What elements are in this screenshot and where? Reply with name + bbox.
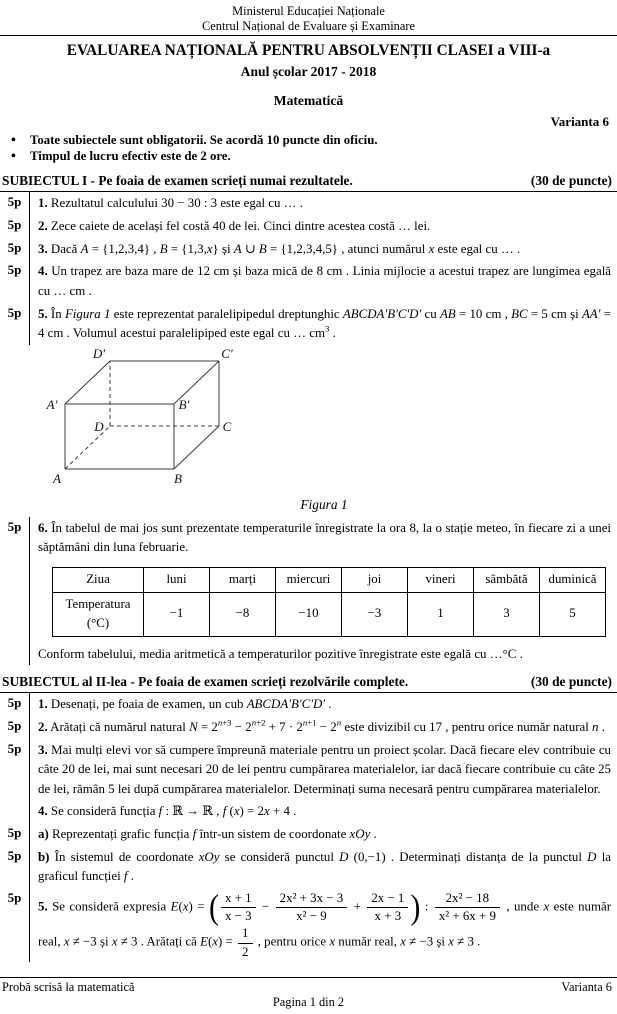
vertex-label-B: B [174,470,182,486]
question-row [0,303,617,345]
points-label: 5p [0,846,30,888]
vertex-label-C: C [222,418,232,434]
question-row [0,846,617,888]
points-label: 5p [0,739,30,801]
exam-title: EVALUAREA NAȚIONALĂ PENTRU ABSOLVENȚII CLASEI a VIII-a [66,42,551,60]
exam-notes [0,133,617,164]
fraction: $\frac{1}{2}$ [238,926,252,959]
footer-left: Probă scrisă la matematică [2,980,135,994]
section1-questions [0,191,617,665]
points-label: 5p [0,260,30,302]
vertex-label-D-prime: D' [92,346,106,361]
table-header-row [53,567,606,592]
question-row [0,238,617,261]
ministry-line: Ministerul Educației Naționale [232,4,385,18]
footer-variant: Varianta 6 [561,980,612,994]
fraction: $\frac{x + 1}{x - 3}$ [221,891,256,924]
question-row [0,260,617,302]
question-row [0,888,617,962]
points-label: 5p [0,716,30,739]
question-text: 6. În tabelul de mai jos sunt prezentate temperaturile înregistrate la ora 8, la o stație meteo, în fiecare zi a unei săptămâni din luna februarie. [38,520,611,555]
header-cell: miercuri [276,567,342,592]
center-line: Centrul Național de Evaluare și Examinare [202,18,415,33]
value-cell: −10 [276,592,342,636]
points-label: 5p [0,693,30,716]
parallelepiped-figure [37,347,247,487]
question-text: 2. Zece caiete de același fel costă 40 de lei. Cinci dintre acestea costă … lei. [38,219,431,234]
school-year: Anul școlar 2017 - 2018 [240,64,377,80]
vertex-label-A: A [53,470,61,486]
question-row [0,823,617,846]
header-cell: luni [144,567,210,592]
section2-questions [0,692,617,961]
question-row [0,215,617,238]
points-label-empty [0,559,30,643]
points-label: 5p [0,303,30,345]
header-cell: duminică [540,567,606,592]
row-label-line1: Temperatura [65,596,131,611]
note-item: • Toate subiectele sunt obligatorii. Se acordă 10 puncte din oficiu. [0,133,617,149]
section2-points: (30 de puncte) [530,674,612,690]
value-cell: −1 [144,592,210,636]
question-text: 1. Desenați, pe foaia de examen, un cub ABCDA'B'C'D' . [38,697,332,712]
figure-block [29,345,617,517]
vertex-label-B-prime: B' [178,396,190,412]
table-block [30,559,617,643]
points-label: 5p [0,823,30,846]
header-cell: joi [342,567,408,592]
document-header [0,0,617,36]
question-text: 2. Arătați că numărul natural $N = 2^{n+3} - 2^{n+2} + 7 \cdot 2^{n+1} - 2^n$ este divizibil cu 17 , pentru orice număr natural n . [38,717,605,734]
row-label-cell [53,592,144,636]
table-row-wrap [0,559,617,643]
value-cell: 3 [474,592,540,636]
question-text: 3. Mai mulți elevi vor să cumpere împreună materiale pentru un proiect școlar. Dacă fiecare elev contribuie cu câte 20 de lei, mai sunt necesari 20 de lei pentru cumpărarea materialelor, iar dacă fiecare contribuie cu câte 25 de lei, rămân 5 lei după cumpărarea materialelor. Determinați suma necesară pentru cumpărarea materialelor. [38,742,611,796]
points-label: 5p [0,238,30,261]
section2-title: SUBIECTUL al II-lea - Pe foaia de examen scrieți rezolvările complete. [2,674,409,690]
question-text: b) În sistemul de coordonate xOy se consideră punctul D (0,−1) . Determinați distanța de la punctul D la graficul funcției f . [38,849,612,884]
vertex-label-C-prime: C' [221,346,233,361]
header-cell: vineri [408,567,474,592]
header-cell: sâmbătă [474,567,540,592]
points-label: 5p [0,888,30,962]
note-item: • Timpul de lucru efectiv este de 2 ore. [0,149,617,165]
fraction: $\frac{\text{2x² − 18}}{\text{x² + 6x + 9}}$ [435,891,500,924]
header-cell: Ziua [53,567,144,592]
document-footer [0,977,617,1014]
section1-title: SUBIECTUL I - Pe foaia de examen scrieți numai rezultatele. [2,173,353,189]
value-cell: −3 [342,592,408,636]
row-label-line2: (°C) [86,616,110,631]
question-text: 5. În Figura 1 este reprezentat paralelipipedul dreptunghic ABCDA'B'C'D' cu AB = 10 cm , BC = 5 cm și AA' = 4 cm . Volumul acestui paralelipiped este egal cu … $cm^3$ . [38,306,611,341]
subject-title: Matematică [273,93,344,109]
header-cell: marți [210,567,276,592]
section1-heading [0,173,617,191]
question-text: 5. Se consideră expresia E(x) = ( $\frac{x + 1}{x - 3}$ − $\frac{\text{2x² + 3x − 3}}{\text{x² − 9}}$ + $\frac{2x - 1}{x + 3}$ ) : $\frac{\text{2x² − 18}}{\text{x² + 6x + 9}}$ , unde x este număr real, x ≠ −3 și x ≠ 3 . Arătați că E(x) = $\frac{1}{2}$ , pentru orice x număr real, x ≠ −3 și x ≠ 3 . [38,887,612,959]
table-value-row [53,592,606,636]
conform-text: Conform tabelului, media aritmetică a temperaturilor pozitive înregistrate este egală cu …°C . [38,646,523,661]
fraction: $\frac{\text{2x² + 3x − 3}}{\text{x² − 9}}$ [276,891,348,924]
points-label-empty [0,345,29,517]
question-text: 1. Rezultatul calculului 30 − 30 : 3 este egal cu … . [38,196,304,211]
vertex-label-D: D [94,418,104,434]
conform-row [0,643,617,666]
question-row [0,517,617,559]
fraction: $\frac{2x - 1}{x + 3}$ [367,891,408,924]
figure-caption: Figura 1 [300,497,348,513]
points-label [0,800,30,823]
question-row [0,800,617,823]
points-label: 5p [0,215,30,238]
section1-points: (30 de puncte) [530,173,612,189]
value-cell: 1 [408,592,474,636]
question-text: a) Reprezentați grafic funcția f într-un sistem de coordonate xOy . [38,827,377,842]
question-text: 4. Se consideră funcția f : ℝ → ℝ , f (x) = 2x + 4 . [38,804,297,819]
question-row [0,739,617,801]
footer-row [0,978,617,995]
question-text: 3. Dacă A = {1,2,3,4} , B = {1,3,x} și A ∪ B = {1,2,3,4,5} , atunci numărul x este egal cu … . [38,241,521,256]
spacer [0,962,617,977]
value-cell: −8 [210,592,276,636]
points-label: 5p [0,192,30,215]
points-label-empty [0,643,30,666]
points-label: 5p [0,517,30,559]
variant-label: Varianta 6 [550,114,609,130]
question-row [0,192,617,215]
temperature-table [52,567,606,637]
footer-page-number: Pagina 1 din 2 [272,995,345,1009]
question-text: 4. Un trapez are baza mare de 12 cm și baza mică de 8 cm . Linia mijlocie a acestui trapez are lungimea egală cu … cm . [38,264,611,298]
vertex-label-A-prime: A' [46,396,58,412]
question-row [0,693,617,716]
question-row [0,716,617,739]
figure-row [0,345,617,517]
value-cell: 5 [540,592,606,636]
section2-heading [0,674,617,692]
